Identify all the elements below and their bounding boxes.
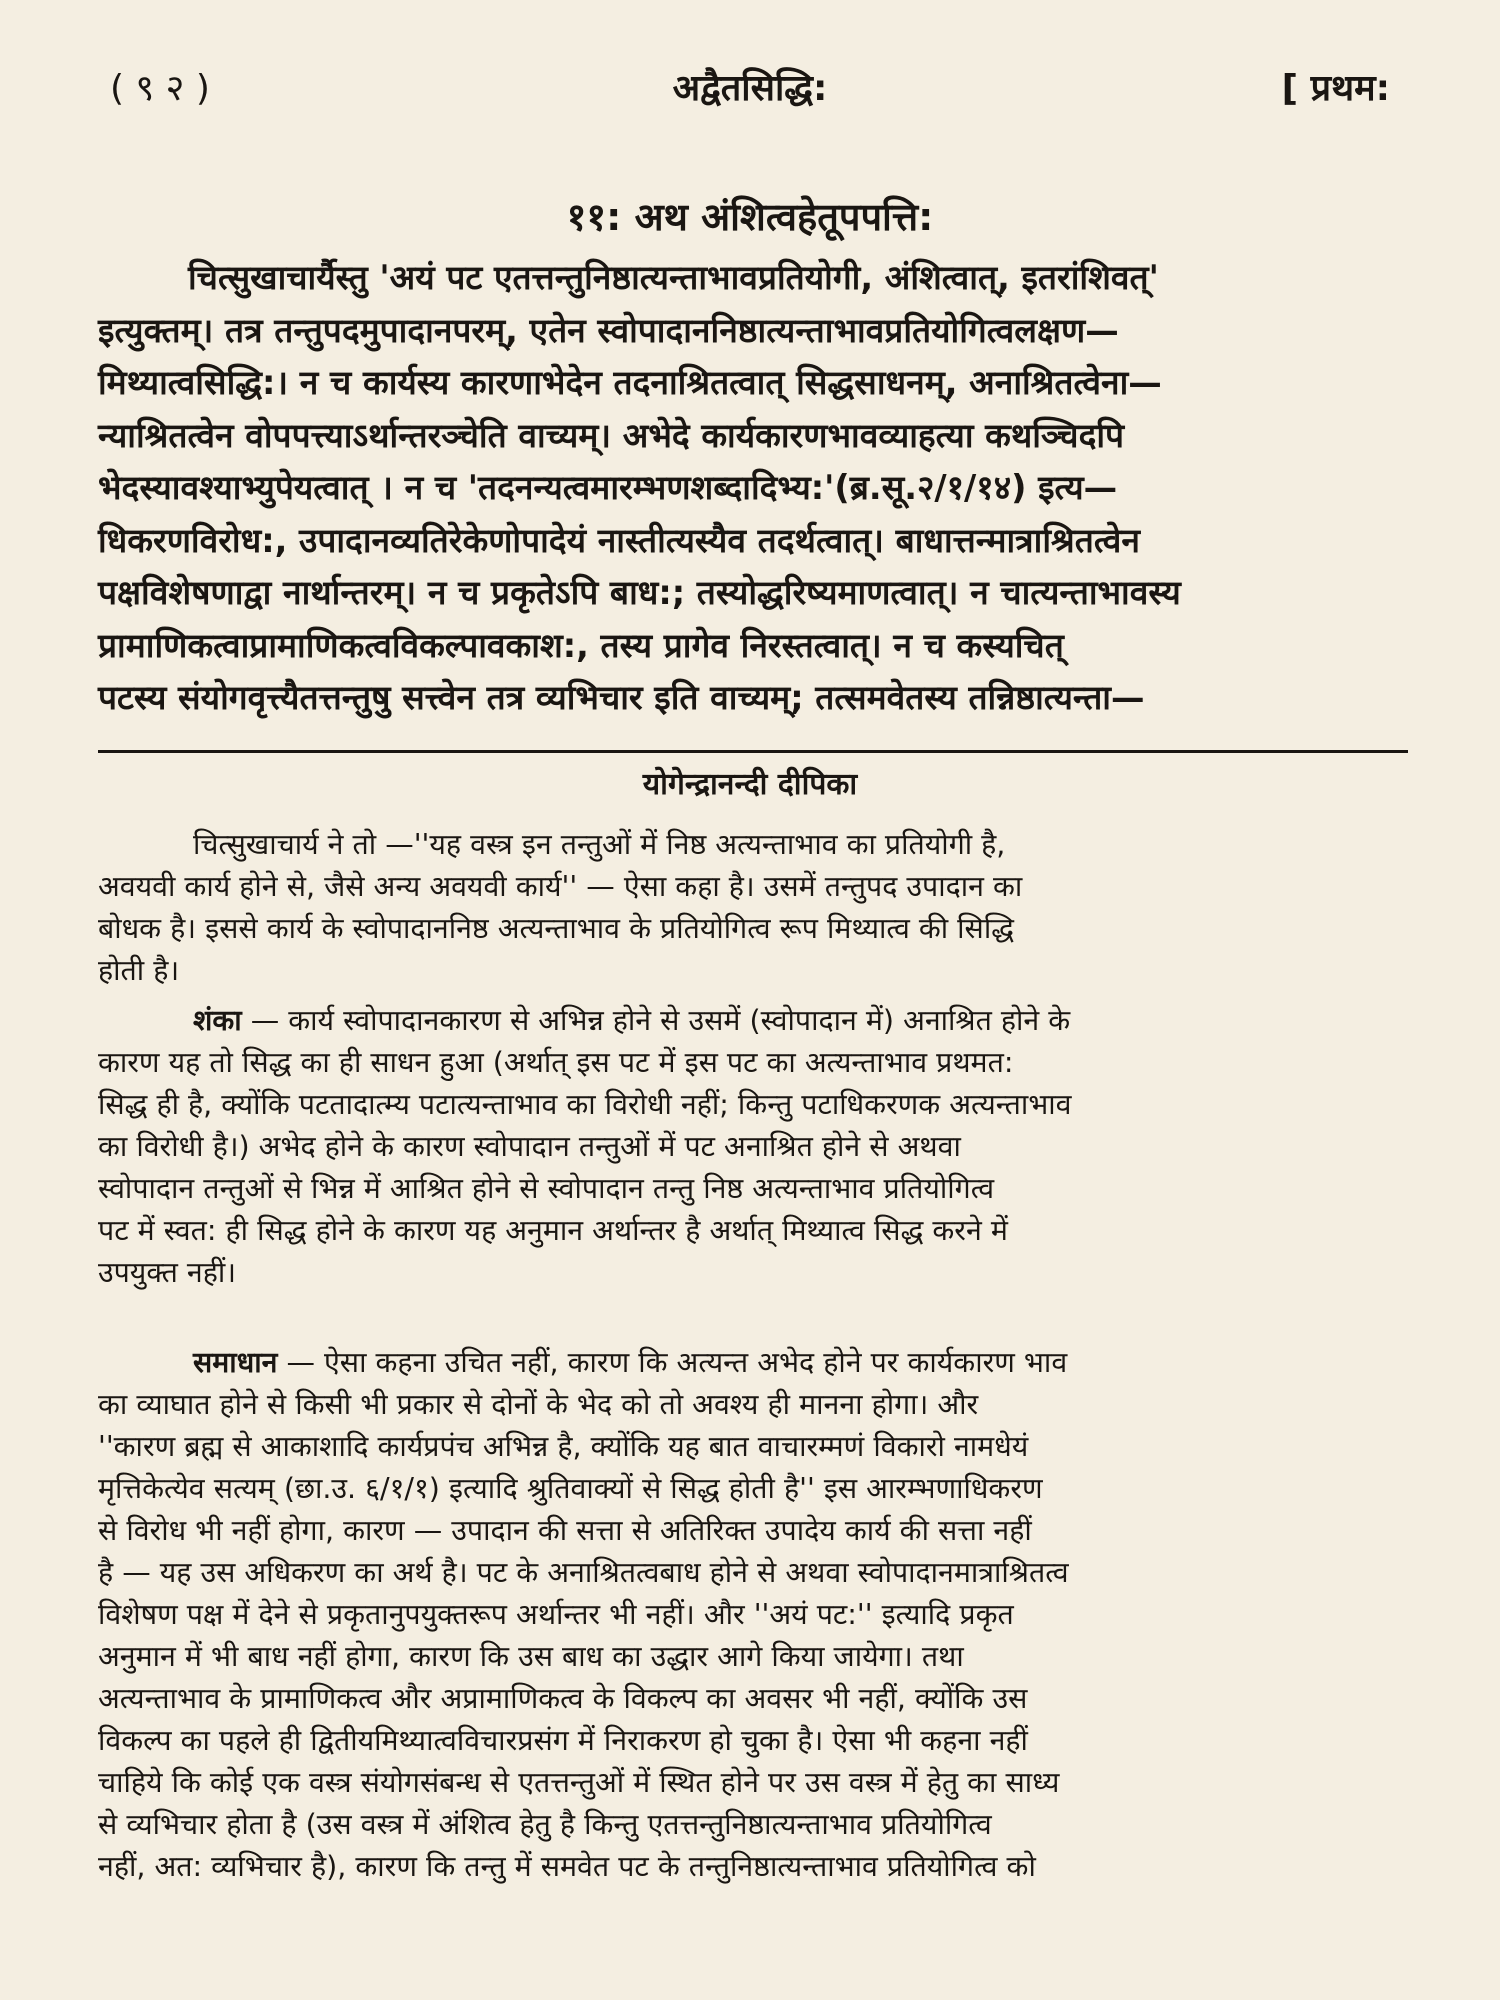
commentary-line: अनुमान में भी बाध नहीं होगा, कारण कि उस बाध का उद्धार आगे किया जायेगा। तथा — [98, 1640, 964, 1673]
commentary-line: अत्यन्ताभाव के प्रामाणिकत्व और अप्रामाणिकत्व के विकल्प का अवसर भी नहीं, क्योंकि उस — [98, 1682, 1028, 1715]
commentary-line: सिद्ध ही है, क्योंकि पटतादात्म्य पटात्यन्ताभाव का विरोधी नहीं; किन्तु पटाधिकरणक अत्यन्ताभाव — [98, 1088, 1072, 1121]
section-divider — [98, 750, 1408, 753]
commentary-paragraph-3 — [98, 1342, 1408, 1888]
commentary-line: का व्याघात होने से किसी भी प्रकार से दोनों के भेद को तो अवश्य ही मानना होगा। और — [98, 1388, 979, 1421]
book-title: अद्वैतसिद्धि: — [672, 68, 828, 109]
commentary-line: चित्सुखाचार्य ने तो —''यह वस्त्र इन तन्तुओं में निष्ठ अत्यन्ताभाव का प्रतियोगी है, — [193, 828, 1006, 861]
commentary-title: योगेन्द्रानन्दी दीपिका — [642, 767, 858, 802]
sanskrit-line: चित्सुखाचार्यैस्तु 'अयं पट एतत्तन्तुनिष्ठात्यन्ताभावप्रतियोगी, अंशित्वात्, इतरांशिवत्' — [188, 258, 1159, 297]
commentary-paragraph-2 — [98, 1000, 1408, 1294]
sanskrit-line: इत्युक्तम्। तत्र तन्तुपदमुपादानपरम्, एतेन स्वोपादाननिष्ठात्यन्ताभावप्रतियोगित्वलक्षण— — [98, 310, 1119, 350]
sanskrit-line: मिथ्यात्वसिद्धि:। न च कार्यस्य कारणाभेदेन तदनाश्रितत्वात् सिद्धसाधनम्, अनाश्रितत्वेना— — [98, 363, 1162, 402]
commentary-line: कारण यह तो सिद्ध का ही साधन हुआ (अर्थात् इस पट में इस पट का अत्यन्ताभाव प्रथमत: — [98, 1046, 1014, 1079]
commentary-line: से विरोध भी नहीं होगा, कारण — उपादान की सत्ता से अतिरिक्त उपादेय कार्य की सत्ता नहीं — [98, 1514, 1032, 1547]
commentary-line: विशेषण पक्ष में देने से प्रकृतानुपयुक्तरूप अर्थान्तर भी नहीं। और ''अयं पट:'' इत्यादि प्रकृत — [98, 1598, 1014, 1631]
objection-label: शंका — [193, 1004, 242, 1037]
commentary-line — [98, 1000, 1408, 1042]
page-header — [110, 62, 1390, 122]
resolution-label: समाधान — [193, 1346, 278, 1379]
sanskrit-text — [98, 252, 1408, 725]
chapter-label: [ प्रथम: — [1281, 68, 1390, 109]
commentary-line-text: — कार्य स्वोपादानकारण से अभिन्न होने से उसमें (स्वोपादान में) अनाश्रित होने के — [241, 1004, 1071, 1037]
commentary-line: है — यह उस अधिकरण का अर्थ है। पट के अनाश्रितत्वबाध होने से अथवा स्वोपादानमात्राश्रितत्व — [98, 1556, 1069, 1589]
sanskrit-line: पक्षविशेषणाद्वा नार्थान्तरम्। न च प्रकृतेऽपि बाध:; तस्योद्धरिष्यमाणत्वात्। न चात्यन्ताभावस्य — [98, 573, 1181, 612]
commentary-paragraph-1 — [98, 824, 1408, 992]
commentary-line: चाहिये कि कोई एक वस्त्र संयोगसंबन्ध से एतत्तन्तुओं में स्थित होने पर उस वस्त्र में हेतु का साध्य — [98, 1766, 1060, 1799]
commentary-line: विकल्प का पहले ही द्वितीयमिथ्यात्वविचारप्रसंग में निराकरण हो चुका है। ऐसा भी कहना नहीं — [98, 1724, 1028, 1757]
sanskrit-line: धिकरणविरोध:, उपादानव्यतिरेकेणोपादेयं नास्तीत्यस्यैव तदर्थत्वात्। बाधात्तन्मात्राश्रितत्वेन — [98, 520, 1140, 560]
commentary-line: स्वोपादान तन्तुओं से भिन्न में आश्रित होने से स्वोपादान तन्तु निष्ठ अत्यन्ताभाव प्रतियोगित्व — [98, 1172, 995, 1205]
commentary-line: से व्यभिचार होता है (उस वस्त्र में अंशित्व हेतु है किन्तु एतत्तन्तुनिष्ठात्यन्ताभाव प्रतियोगित्व — [98, 1808, 992, 1841]
sanskrit-line: प्रामाणिकत्वाप्रामाणिकत्वविकल्पावकाश:, तस्य प्रागेव निरस्तत्वात्। न च कस्यचित् — [98, 625, 1064, 665]
commentary-line: बोधक है। इससे कार्य के स्वोपादाननिष्ठ अत्यन्ताभाव के प्रतियोगित्व रूप मिथ्यात्व की सिद्धि — [98, 912, 1014, 945]
sanskrit-line: न्याश्रितत्वेन वोपपत्त्याऽर्थान्तरञ्चेति वाच्यम्। अभेदे कार्यकारणभावव्याहत्या कथञ्चिदपि — [98, 415, 1125, 455]
commentary-line-text: — ऐसा कहना उचित नहीं, कारण कि अत्यन्त अभेद होने पर कार्यकारण भाव — [277, 1346, 1068, 1379]
commentary-line: ''कारण ब्रह्म से आकाशादि कार्यप्रपंच अभिन्न है, क्योंकि यह बात वाचारम्मणं विकारो नामधेयं — [98, 1430, 1029, 1463]
sanskrit-line: पटस्य संयोगवृत्त्यैतत्तन्तुषु सत्त्वेन तत्र व्यभिचार इति वाच्यम्; तत्समवेतस्य तन्निष्ठात्यन्ता— — [98, 678, 1145, 717]
commentary-line: होती है। — [98, 954, 180, 987]
commentary-line: अवयवी कार्य होने से, जैसे अन्य अवयवी कार्य'' — ऐसा कहा है। उसमें तन्तुपद उपादान का — [98, 870, 1023, 903]
page-number: ( ९ २ ) — [110, 68, 210, 109]
commentary-line: मृत्तिकेत्येव सत्यम् (छा.उ. ६/१/१) इत्यादि श्रुतिवाक्यों से सिद्ध होती है'' इस आरम्भणाधिकरण — [98, 1472, 1043, 1505]
commentary-line — [98, 1342, 1408, 1384]
sanskrit-line: भेदस्यावश्याभ्युपेयत्वात् । न च 'तदनन्यत्वमारम्भणशब्दादिभ्य:'(ब्र.सू.२/१/१४) इत्य— — [98, 468, 1118, 507]
commentary-line: नहीं, अत: व्यभिचार है), कारण कि तन्तु में समवेत पट के तन्तुनिष्ठात्यन्ताभाव प्रतियोगित्व को — [98, 1850, 1036, 1883]
commentary-line: का विरोधी है।) अभेद होने के कारण स्वोपादान तन्तुओं में पट अनाश्रित होने से अथवा — [98, 1130, 961, 1163]
commentary-line: उपयुक्त नहीं। — [98, 1256, 237, 1289]
section-title: ११: अथ अंशित्वहेतूपपत्ति: — [566, 195, 934, 239]
commentary-line: पट में स्वत: ही सिद्ध होने के कारण यह अनुमान अर्थान्तर है अर्थात् मिथ्यात्व सिद्ध करने में — [98, 1214, 1008, 1247]
